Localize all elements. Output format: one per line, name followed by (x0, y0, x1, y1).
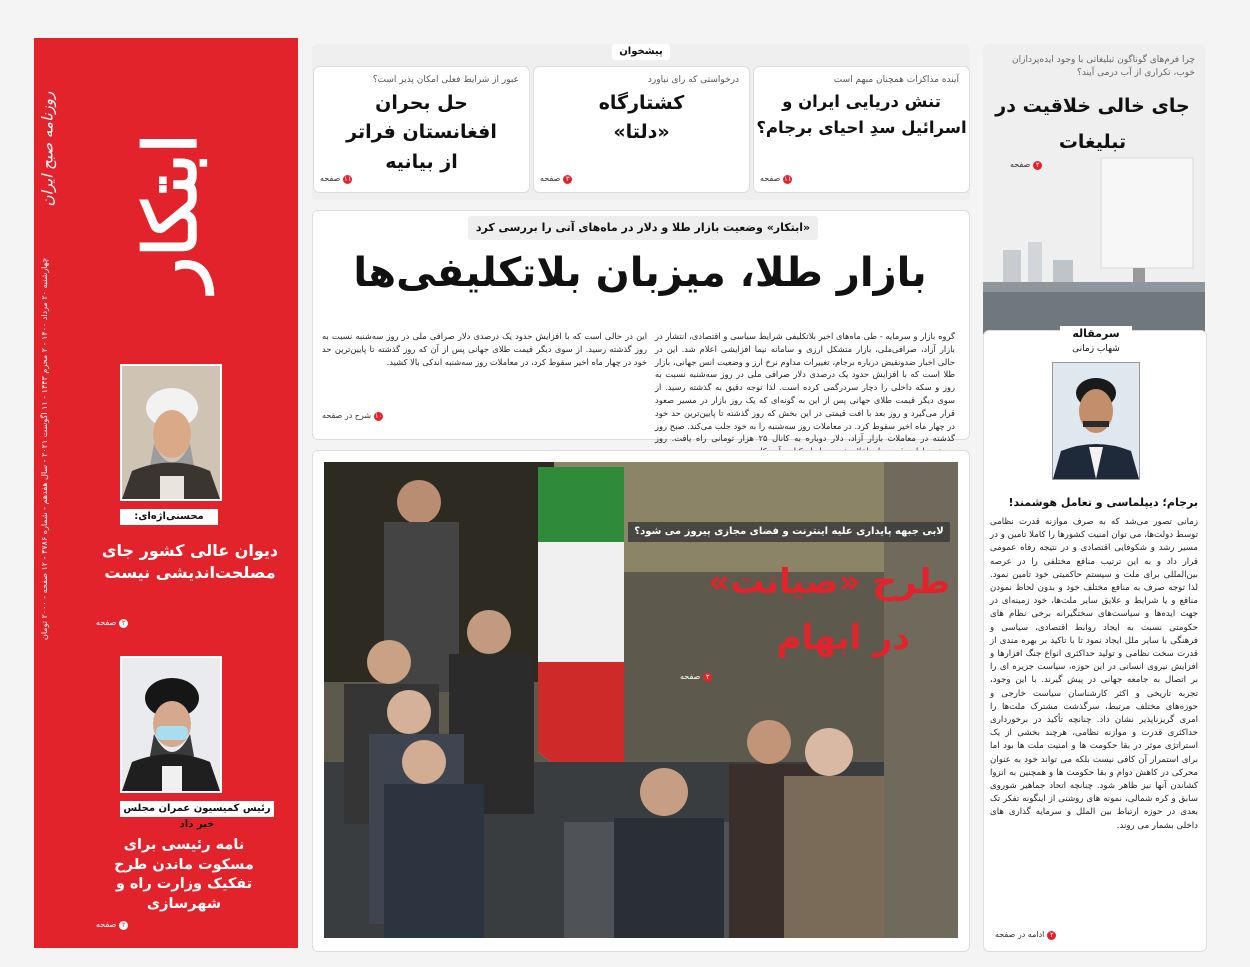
portrait-cleric-icon (122, 366, 220, 499)
page-dot-icon: ۲ (1047, 931, 1056, 940)
preview-page-ref: ۱۱صفحه (320, 174, 352, 183)
editorial-continue: ۲ادامه در صفحه (995, 930, 1056, 940)
top-story-headline[interactable]: بازار طلا، میزبان بلاتکلیفی‌ها (353, 250, 927, 296)
ad-kicker: چرا فرم‌های گوناگون تبلیغاتی با وجود ایده‌پردازان خوب، تکراری از آب درمی آیند؟ (1012, 55, 1195, 78)
lead-headline-line1: طرح «صیانت» (708, 562, 950, 602)
side-photo-2 (120, 656, 222, 793)
lead-page-ref: ۲صفحه (680, 672, 712, 682)
preview-headline: حل بحران افغانستان فراتر از بیانیه (346, 92, 497, 173)
newspaper-logo (38, 60, 290, 330)
page-dot-icon: ۲ (703, 673, 712, 682)
logo-subtitle: روزنامه صبح ایران (38, 91, 57, 207)
preview-card-3[interactable] (313, 66, 530, 193)
page-dot-icon: ۱۱ (344, 175, 352, 183)
side-caption-2: رئیس کمیسیون عمران مجلس خبر داد (120, 801, 274, 817)
lead-kicker: لابی جبهه پایداری علیه اینترنت و فضای مجازی پیروز می شود؟ (628, 522, 950, 542)
author-portrait-icon (1053, 363, 1139, 479)
top-story-body-left: این در حالی است که با افزایش حدود یک درصدی دلار صرافی ملی در روز سه‌شنبه نسبت به روز گذشته رسید. از سوی دیگر قیمت طلای جهانی پس از آن که روز گذشته تا پایین‌ترین حد خود در چهار ماه اخیر سقوط کرد، در معاملات روز سه‌شنبه اندکی بالا کشید. (322, 331, 647, 367)
side-headline-1[interactable]: دیوان عالی کشور جای مصلحت‌اندیشی نیست (101, 541, 279, 582)
top-story-kicker: «ابتکار» وضعیت بازار طلا و دلار در ماه‌های آتی را بررسی کرد (468, 216, 818, 240)
logo-text: ابتکار (127, 133, 213, 292)
editorial-body: زمانی تصور می‌شد که به صرف موازنه قدرت نظامی توسط دولت‌ها، می توان امنیت کشورها را کاملا تامین و در مسیر رشد و شکوفایی اقتصادی و در نتیجه رفاه عمومی قرار داد و به این ترتیب منافع مختلفی را در عرصه بین‌المللی برای ملت و سیستم حاکمیتی خود تامین نمود. لذا توجه صرف به منافع مختلف خود و بدون لحاظ نمودن منافع و یا شرایط و علایق سایر ملت‌ها، خود زمینه‌ای در جهت ایده‌ها و سیاست‌های سختگیرانه برخی نظام های حکومتی نسبت به ایجاد روابط اقتصادی، سیاسی و فرهنگی با سایر ملل ایجاد نمود تا با تاکید بر بهره مندی از قدرت سخت نظامی و تولید حداکثری انواع جنگ افزارها و افزایش نیروی انسانی در این حوزه، سیاست جزیره ای را بر اتصال به جامعه جهانی در پیش گیرند. با این وجود، تجربه تاریخی و اکثر کارشناسان سیاست خارجی و حوزه‌های مختلف مرتبط، سرگذشت مشترک ملت‌ها را امری گریزناپذیر نشان داد. چنانچه تأکید در برخورداری حداکثری قدرت و موازنه نظامی، هرچند بخشی از یک استراتژی موثر در بقا حکومت ها و امنیت ملت ها بود اما برای استمرار آن کافی نیست بلکه می تواند خود به عنوان محرکی در کاهش دوام و بقا حکومت ها و همچنین به انزوا کشاندن آنها نیز ظاهر شود. چنانچه اتحاد جماهیر شوروی سابق و کره شمالی، نمونه های روشنی از اینگونه تفکر تک بعدی در حوزه ارتباط بین الملل و سرمایه گذاری های داخلی بشمار می روند. (990, 517, 1198, 831)
page-label: صفحه (96, 618, 117, 627)
preview-kicker: آینده مذاکرات همچنان مبهم است (833, 75, 959, 85)
editorial-label: سرمقاله (1060, 326, 1132, 342)
editorial-title[interactable]: برجام؛ دیپلماسی و تعامل هوشمند! (1008, 496, 1198, 509)
page-dot-icon: ۲ (119, 921, 128, 930)
page-dot-icon: ۱۰ (374, 412, 383, 420)
author-photo (1052, 362, 1140, 480)
preview-card-2[interactable] (533, 66, 750, 193)
side-headline-2[interactable]: نامه رئیسی برای مسکوت ماندن طرح تفکیک وزارت راه و شهرسازی (114, 837, 254, 912)
billboard-icon (983, 150, 1205, 340)
dateline: چهارشنبه ۲۰ مرداد ۱۴۰۰ - ۲ محرم ۱۴۴۳ - ۱۱ اگوست ۲۰۲۱ - سال هفدهم - شماره ۴۷۸۶ - ۱۲ صفحه - ۲۰۰۰ تومان (40, 257, 49, 640)
top-story-body-right: گروه بازار و سرمایه - طی ماه‌های اخیر بلاتکلیفی شرایط سیاسی و اقتصادی، انتشار در بازار آزاد، صرافی‌ملی، بازار متشکل ارزی و سامانه نیما افزایشی اعلام شد. این در حالی اخبار ضدونقیض درباره برجام، تغییرات مداوم نرخ ارز و وضعیت انس جهانی، بازار طلا است که با افزایش حدود یک درصدی دلار صرافی ملی در روز سه‌شنبه نسبت به روز و سکه داخلی را دچار سردرگمی کرده است. لذا توجه دقیق به گذشته رسید. از سوی دیگر قیمت طلای جهانی پس از این به گونه‌ای که یک روز بازار در مسیر صعود قرار می‌گیرد و روز بعد با افت قیمتی در این بخش که روز گذشته تا پایین‌ترین حد خود در چهار ماه اخیر سقوط کرد. در معاملات روز سه‌شنبه را به خود جلب می‌کند. صبح روز گذشته در معاملات بازار آزاد، دلار دوباره به کانال ۲۵ هزار تومانی راه یافت. روز (655, 331, 955, 444)
portrait-cleric-black-turban-icon (122, 658, 220, 791)
lead-headline-line2: در ابهام (776, 618, 910, 658)
preview-headline: تنش دریایی ایران و اسرائیل سدِ احیای برجام؟ (756, 92, 967, 137)
page-dot-icon: ۳ (563, 175, 572, 184)
preview-card-1[interactable] (753, 66, 970, 193)
preview-page-ref: ۱۱صفحه (760, 174, 792, 183)
side-caption-1: محسنی‌اژه‌ای: (120, 509, 218, 525)
side-photo-1 (120, 364, 222, 501)
preview-page-ref: ۳صفحه (540, 174, 572, 184)
side-page-ref-1 (96, 618, 128, 628)
page-dot-icon: ۲ (1033, 161, 1042, 170)
page-dot-icon: ۱۱ (784, 175, 792, 183)
preview-kicker: درخواستی که رای نیاورد (647, 75, 739, 85)
billboard-image (983, 150, 1205, 340)
editorial-author: شهاب زمانی (1072, 344, 1120, 354)
preview-label: پیشخوان (612, 44, 670, 60)
side-page-ref-2 (96, 920, 128, 930)
top-story-page-ref: ۱۰شرح در صفحه (322, 411, 383, 420)
preview-kicker: عبور از شرایط فعلی امکان پذیر است؟ (372, 75, 519, 85)
page-dot-icon: ۲ (119, 619, 128, 628)
ad-headline[interactable]: جای خالی خلاقیت در تبلیغات (995, 95, 1190, 153)
page-label: صفحه (96, 920, 117, 929)
ad-page-ref: ۲صفحه (1010, 160, 1042, 170)
lead-headline[interactable] (650, 554, 950, 666)
preview-headline: کشتارگاه «دلتا» (598, 92, 685, 144)
